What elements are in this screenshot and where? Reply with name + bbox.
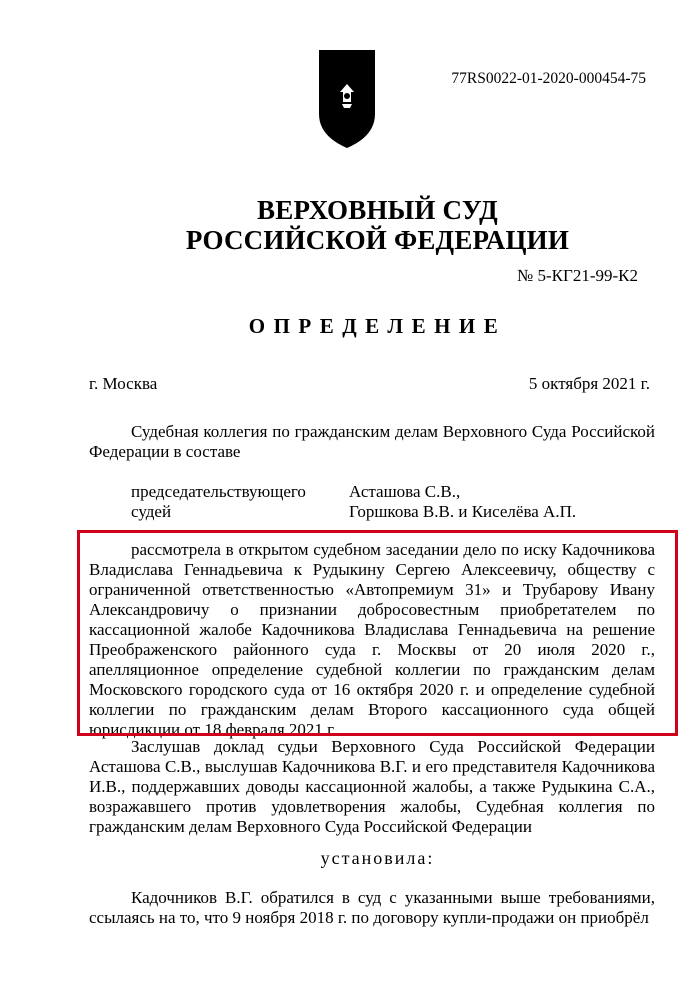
case-number: № 5-КГ21-99-К2: [517, 266, 638, 285]
heard-paragraph: [89, 737, 655, 837]
claim-text: Кадочников В.Г. обратился в суд с указанными выше требованиями, ссылаясь на то, что 9 ноября 2018 г. по договору купли-продажи он приобрёл: [89, 888, 655, 927]
panel-role-presiding: председательствующего: [131, 482, 306, 501]
court-name-line2: РОССИЙСКОЙ ФЕДЕРАЦИИ: [185, 225, 570, 255]
established-heading: установила:: [320, 848, 435, 868]
coat-of-arms-icon: [316, 44, 378, 150]
document-city: г. Москва: [89, 374, 158, 393]
intro-paragraph: [89, 422, 655, 462]
panel-role-judges: судей: [131, 502, 172, 521]
claim-paragraph: [89, 888, 655, 928]
highlight-box: [77, 530, 678, 736]
document-date: 5 октября 2021 г.: [528, 374, 650, 393]
court-name-line1: ВЕРХОВНЫЙ СУД: [257, 195, 498, 225]
document-type: ОПРЕДЕЛЕНИЕ: [248, 314, 507, 338]
panel-names-judges: Горшкова В.В. и Киселёва А.П.: [349, 502, 577, 521]
considered-text: рассмотрела в открытом судебном заседании дело по иску Кадочникова Владислава Геннадьевича к Рудыкину Сергею Алексеевичу, обществу с ограниченной ответственностью «Автопремиум 31» и Трубарову Ивану Александровичу о признании добросовестным приобретателем по кассационной жалобе Кадочникова Владислава Геннадьевича на решение Преображенского районного суда г. Москвы от 20 июля 2020 г., апелляционное определение судебной коллегии по гражданским делам Московского городского суда от 16 октября 2020 г. и определение судебной коллегии по гражданским делам Второго кассационного суда общей юрисдикции от 18 февраля 2021 г.: [89, 540, 655, 739]
case-id: 77RS0022-01-2020-000454-75: [451, 70, 646, 87]
intro-text: Судебная коллегия по гражданским делам Верховного Суда Российской Федерации в составе: [89, 422, 655, 461]
heard-text: Заслушав доклад судьи Верховного Суда Российской Федерации Асташова С.В., выслушав Кадочникова В.Г. и его представителя Кадочникова И.В., поддержавших доводы кассационной жалобы, а также Рудыкина С.А., возражавшего против удовлетворения жалобы, Судебная коллегия по гражданским делам Верховного Суда Российской Федерации: [89, 737, 655, 836]
panel-names-presiding: Асташова С.В.,: [349, 482, 461, 501]
